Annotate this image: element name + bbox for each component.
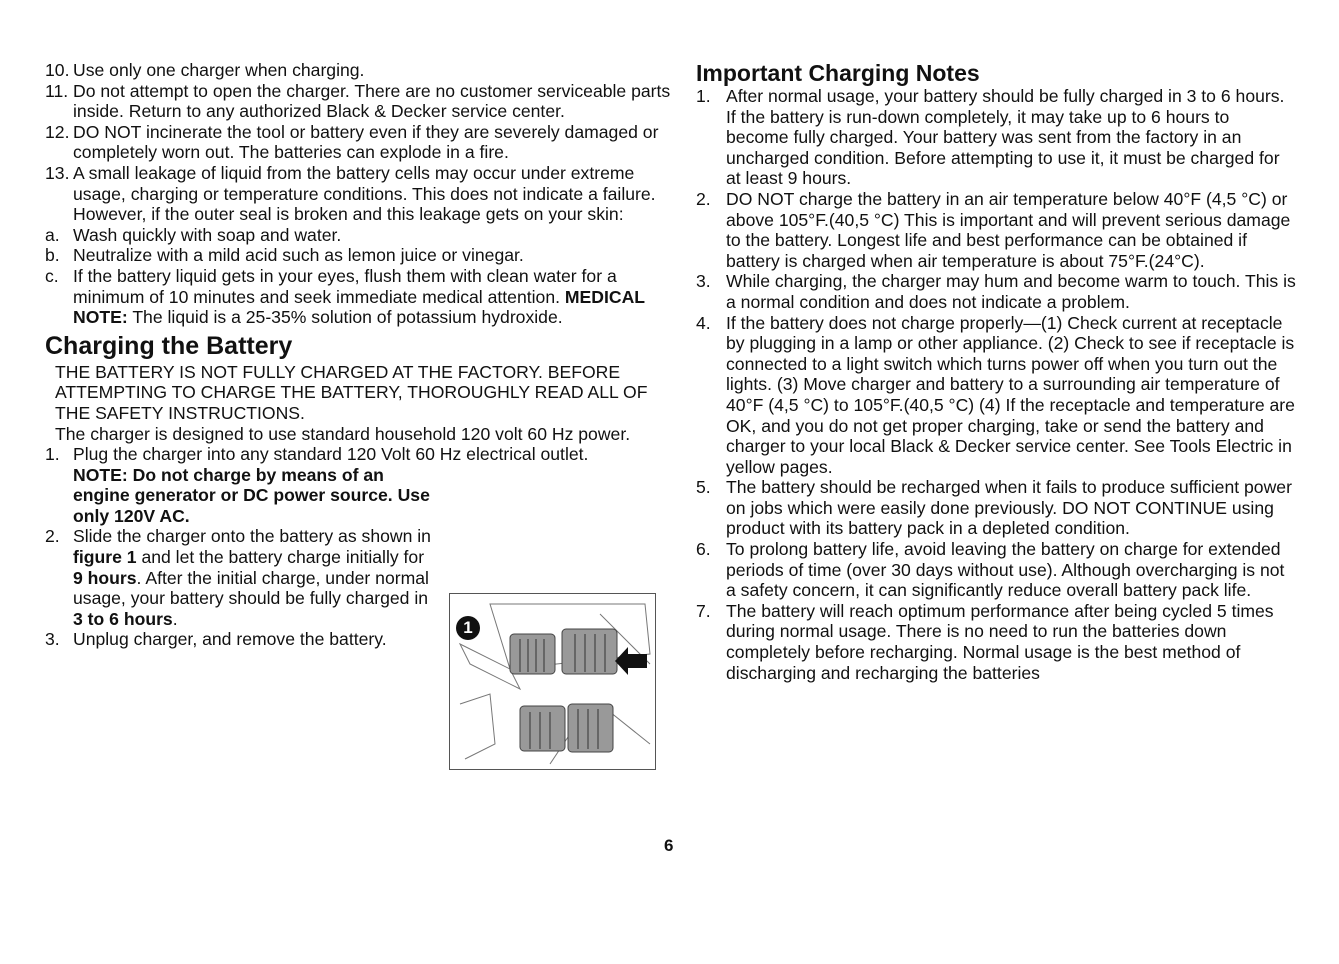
charging-warning: THE BATTERY IS NOT FULLY CHARGED AT THE FACTORY. BEFORE ATTEMPTING TO CHARGE THE BATTERY, THOROUGHLY READ ALL OF THE SAFETY INSTRUCTIONS. [55, 361, 648, 423]
left-column [45, 60, 675, 650]
figure-ref: figure 1 [73, 547, 137, 568]
step-text: Plug the charger into any standard 120 Volt 60 Hz electrical outlet. [73, 444, 589, 465]
step-number: 1. [45, 444, 60, 465]
hours-initial: 9 hours [73, 567, 137, 588]
list-item [45, 122, 675, 163]
item-text: While charging, the charger may hum and become warm to touch. This is a normal condition and does not indicate a problem. [726, 271, 1296, 312]
step-note: NOTE: Do not charge by means of an engine generator or DC power source. Use only 120V AC. [73, 464, 430, 526]
right-column [696, 60, 1296, 683]
item-letter: b. [45, 245, 60, 266]
item-text: DO NOT incinerate the tool or battery even if they are severely damaged or completely worn out. The batteries can explode in a fire. [73, 121, 659, 163]
list-item [696, 601, 1296, 683]
list-item [45, 60, 675, 81]
item-number: 5. [696, 477, 711, 498]
item-text: A small leakage of liquid from the battery cells may occur under extreme usage, charging or temperature conditions. This does not indicate a failure. However, if the outer seal is broken and this leakage gets on your skin: [73, 162, 656, 225]
item-number: 4. [696, 312, 711, 333]
section-title: Charging the Battery [45, 331, 293, 360]
figure-1 [449, 593, 656, 770]
item-text: The battery should be recharged when it fails to produce sufficient power on jobs which were easily done previously. DO NOT CONTINUE using product with its battery pack in a depleted condition. [726, 477, 1292, 539]
charger-battery-illustration [450, 594, 655, 769]
charging-intro: The charger is designed to use standard household 120 volt 60 Hz power. [55, 423, 631, 444]
list-item [696, 477, 1296, 539]
list-item [45, 163, 675, 225]
item-number: 2. [696, 188, 711, 209]
item-text: If the battery does not charge properly—(1) Check current at receptacle by plugging in a lamp or other appliance. (2) Check to see if receptacle is connected to a light switch which turns power off when you turn out the lights. (3) Move charger and battery to a surrounding air temperature of 40°F (4,5 °C) to 105°F.(40,5 °C) (4) If the receptacle and temperature are OK, and you do not get proper charging, take or send the battery and charger to your local Black & Decker service center. See Tools Electric in yellow pages. [726, 312, 1295, 477]
item-number: 10. [45, 60, 70, 80]
step-text-block [73, 526, 438, 629]
item-letter: c. [45, 265, 59, 286]
step-text: and let the battery charge initially for [141, 547, 425, 568]
item-text: Use only one charger when charging. [73, 60, 365, 80]
step-text: . After the initial charge, under normal usage, your battery should be fully charged in [73, 567, 429, 609]
page-number: 6 [664, 836, 674, 855]
item-number: 6. [696, 539, 711, 560]
item-text: DO NOT charge the battery in an air temperature below 40°F (4,5 °C) or above 105°F.(40,5 °C) This is important and will prevent serious damage to the battery. Longest life and best performance can be obtained if battery is charged when air temperature is about 75°F.(24°C). [726, 188, 1291, 271]
medical-note-label: MEDICAL NOTE: [73, 286, 645, 328]
item-text: If the battery liquid gets in your eyes, flush them with clean water for a minimum of 10 minutes and seek immediate medical attention. [73, 265, 617, 307]
step-text: Unplug charger, and remove the battery. [73, 629, 387, 650]
list-item [696, 313, 1296, 478]
item-text: The battery will reach optimum performance after being cycled 5 times during normal usage. There is no need to run the batteries down completely before recharging. Normal usage is the best method of discharging and recharging the batteries [726, 600, 1274, 683]
item-number: 13. [45, 162, 70, 183]
arrow-icon [615, 647, 647, 675]
sub-list-item [45, 266, 675, 328]
list-item [696, 189, 1296, 271]
hours-normal: 3 to 6 hours [73, 608, 173, 629]
list-item [696, 539, 1296, 601]
list-item [696, 86, 1296, 189]
item-text: Wash quickly with soap and water. [73, 224, 342, 245]
item-text: After normal usage, your battery should be fully charged in 3 to 6 hours. If the battery is run-down completely, it may take up to 6 hours to become fully charged. Your battery was sent from the factory in an uncharged condition. Before attempting to use it, it must be charged for at least 9 hours. [726, 86, 1285, 189]
step-item [45, 444, 675, 526]
step-number: 3. [45, 629, 60, 650]
sub-list-item [45, 225, 675, 246]
item-text: Do not attempt to open the charger. There are no customer serviceable parts inside. Return to any authorized Black & Decker service center. [73, 80, 671, 122]
step-text-block [73, 444, 675, 526]
item-number: 7. [696, 600, 711, 621]
figure-number-badge: 1 [456, 616, 480, 640]
item-text-after: The liquid is a 25-35% solution of potassium hydroxide. [132, 307, 563, 328]
item-text: To prolong battery life, avoid leaving the battery on charge for extended periods of time (over 30 days without use). Although overcharging is not a safety concern, it can significantly reduce overall battery pack life. [726, 539, 1285, 601]
item-letter: a. [45, 224, 60, 245]
list-item [45, 81, 675, 122]
step-number: 2. [45, 526, 60, 547]
step-text: Slide the charger onto the battery as shown in [73, 526, 431, 547]
item-number: 1. [696, 86, 711, 106]
item-number: 11. [45, 80, 69, 101]
list-item [696, 271, 1296, 312]
step-text: . [172, 608, 178, 629]
section-title: Important Charging Notes [696, 60, 980, 86]
item-text: Neutralize with a mild acid such as lemon juice or vinegar. [73, 245, 524, 266]
sub-list-item [45, 245, 675, 266]
item-number: 12. [45, 121, 70, 142]
item-text-block [73, 266, 675, 328]
item-number: 3. [696, 271, 711, 292]
